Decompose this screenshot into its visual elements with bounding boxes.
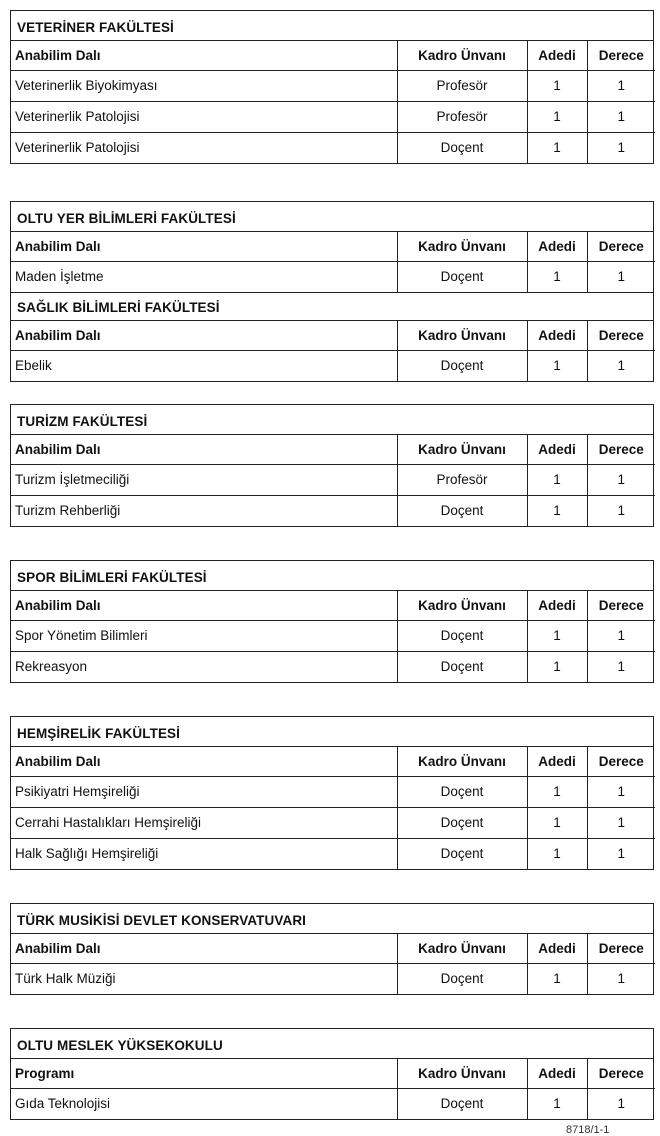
section-title: OLTU YER BİLİMLERİ FAKÜLTESİ — [11, 202, 653, 232]
staff-table — [11, 321, 655, 381]
staff-table — [11, 591, 655, 682]
table-row — [11, 350, 655, 381]
table-row — [11, 464, 655, 495]
cell-degree: 1 — [587, 651, 655, 682]
table-row — [11, 776, 655, 807]
header-degree: Derece — [587, 591, 655, 620]
table-row — [11, 495, 655, 526]
cell-degree: 1 — [587, 1088, 655, 1119]
cell-count: 1 — [527, 776, 587, 807]
header-degree: Derece — [587, 41, 655, 70]
section-title: SAĞLIK BİLİMLERİ FAKÜLTESİ — [11, 291, 653, 321]
table-header-row — [11, 321, 655, 350]
cell-title: Doçent — [397, 132, 527, 163]
cell-department: Veterinerlik Patolojisi — [11, 101, 397, 132]
cell-title: Doçent — [397, 651, 527, 682]
header-department: Anabilim Dalı — [11, 41, 397, 70]
cell-department: Maden İşletme — [11, 261, 397, 292]
cell-degree: 1 — [587, 776, 655, 807]
table-row — [11, 70, 655, 101]
header-department: Anabilim Dalı — [11, 747, 397, 776]
cell-count: 1 — [527, 838, 587, 869]
cell-department: Turizm İşletmeciliği — [11, 464, 397, 495]
cell-count: 1 — [527, 101, 587, 132]
cell-degree: 1 — [587, 261, 655, 292]
cell-count: 1 — [527, 70, 587, 101]
table-header-row — [11, 591, 655, 620]
section-saglik-bilimleri — [10, 291, 654, 382]
cell-title: Doçent — [397, 261, 527, 292]
staff-table — [11, 934, 655, 994]
section-turk-musikisi — [10, 903, 654, 995]
header-title: Kadro Ünvanı — [397, 747, 527, 776]
cell-degree: 1 — [587, 464, 655, 495]
header-count: Adedi — [527, 321, 587, 350]
cell-title: Profesör — [397, 70, 527, 101]
header-count: Adedi — [527, 41, 587, 70]
cell-department: Spor Yönetim Bilimleri — [11, 620, 397, 651]
section-veteriner — [10, 10, 654, 164]
section-title: TURİZM FAKÜLTESİ — [11, 405, 653, 435]
header-title: Kadro Ünvanı — [397, 934, 527, 963]
header-degree: Derece — [587, 232, 655, 261]
table-header-row — [11, 934, 655, 963]
header-degree: Derece — [587, 747, 655, 776]
cell-count: 1 — [527, 261, 587, 292]
header-count: Adedi — [527, 1059, 587, 1088]
header-degree: Derece — [587, 1059, 655, 1088]
header-program: Programı — [11, 1059, 397, 1088]
cell-count: 1 — [527, 495, 587, 526]
cell-count: 1 — [527, 464, 587, 495]
cell-degree: 1 — [587, 838, 655, 869]
cell-program: Gıda Teknolojisi — [11, 1088, 397, 1119]
header-count: Adedi — [527, 934, 587, 963]
staff-table — [11, 1059, 655, 1119]
header-department: Anabilim Dalı — [11, 934, 397, 963]
section-title: TÜRK MUSİKİSİ DEVLET KONSERVATUVARI — [11, 904, 653, 934]
table-row — [11, 261, 655, 292]
table-row — [11, 1088, 655, 1119]
staff-table — [11, 747, 655, 869]
cell-count: 1 — [527, 651, 587, 682]
cell-title: Doçent — [397, 1088, 527, 1119]
cell-title: Doçent — [397, 350, 527, 381]
document-reference-number: 8718/1-1 — [566, 1124, 610, 1136]
section-title: VETERİNER FAKÜLTESİ — [11, 11, 653, 41]
staff-table — [11, 435, 655, 526]
table-row — [11, 963, 655, 994]
cell-title: Doçent — [397, 963, 527, 994]
section-oltu-meslek-yuksekokulu — [10, 1028, 654, 1120]
table-header-row — [11, 41, 655, 70]
cell-degree: 1 — [587, 495, 655, 526]
cell-title: Profesör — [397, 464, 527, 495]
cell-department: Halk Sağlığı Hemşireliği — [11, 838, 397, 869]
header-title: Kadro Ünvanı — [397, 1059, 527, 1088]
table-row — [11, 651, 655, 682]
header-degree: Derece — [587, 321, 655, 350]
cell-degree: 1 — [587, 101, 655, 132]
section-title: SPOR BİLİMLERİ FAKÜLTESİ — [11, 561, 653, 591]
header-department: Anabilim Dalı — [11, 321, 397, 350]
table-row — [11, 807, 655, 838]
cell-title: Doçent — [397, 807, 527, 838]
header-degree: Derece — [587, 435, 655, 464]
table-row — [11, 101, 655, 132]
cell-title: Profesör — [397, 101, 527, 132]
cell-count: 1 — [527, 807, 587, 838]
cell-degree: 1 — [587, 70, 655, 101]
cell-department: Turizm Rehberliği — [11, 495, 397, 526]
cell-count: 1 — [527, 1088, 587, 1119]
header-degree: Derece — [587, 934, 655, 963]
cell-degree: 1 — [587, 963, 655, 994]
header-title: Kadro Ünvanı — [397, 41, 527, 70]
table-row — [11, 132, 655, 163]
cell-department: Veterinerlik Patolojisi — [11, 132, 397, 163]
section-title: HEMŞİRELİK FAKÜLTESİ — [11, 717, 653, 747]
header-count: Adedi — [527, 747, 587, 776]
table-header-row — [11, 1059, 655, 1088]
header-count: Adedi — [527, 232, 587, 261]
header-title: Kadro Ünvanı — [397, 435, 527, 464]
cell-count: 1 — [527, 620, 587, 651]
cell-title: Doçent — [397, 495, 527, 526]
table-header-row — [11, 435, 655, 464]
cell-department: Psikiyatri Hemşireliği — [11, 776, 397, 807]
staff-table — [11, 232, 655, 292]
section-title: OLTU MESLEK YÜKSEKOKULU — [11, 1029, 653, 1059]
cell-degree: 1 — [587, 807, 655, 838]
cell-degree: 1 — [587, 350, 655, 381]
section-oltu-yer-bilimleri — [10, 201, 654, 293]
cell-count: 1 — [527, 350, 587, 381]
cell-title: Doçent — [397, 838, 527, 869]
cell-department: Ebelik — [11, 350, 397, 381]
cell-title: Doçent — [397, 776, 527, 807]
header-title: Kadro Ünvanı — [397, 591, 527, 620]
header-department: Anabilim Dalı — [11, 435, 397, 464]
cell-department: Veterinerlik Biyokimyası — [11, 70, 397, 101]
table-header-row — [11, 747, 655, 776]
table-row — [11, 838, 655, 869]
cell-department: Türk Halk Müziği — [11, 963, 397, 994]
header-count: Adedi — [527, 435, 587, 464]
cell-degree: 1 — [587, 132, 655, 163]
cell-degree: 1 — [587, 620, 655, 651]
section-hemsirelik — [10, 716, 654, 870]
table-header-row — [11, 232, 655, 261]
staff-table — [11, 41, 655, 163]
cell-title: Doçent — [397, 620, 527, 651]
cell-department: Rekreasyon — [11, 651, 397, 682]
header-title: Kadro Ünvanı — [397, 321, 527, 350]
header-count: Adedi — [527, 591, 587, 620]
cell-count: 1 — [527, 132, 587, 163]
section-spor-bilimleri — [10, 560, 654, 683]
header-department: Anabilim Dalı — [11, 591, 397, 620]
cell-count: 1 — [527, 963, 587, 994]
header-title: Kadro Ünvanı — [397, 232, 527, 261]
cell-department: Cerrahi Hastalıkları Hemşireliği — [11, 807, 397, 838]
header-department: Anabilim Dalı — [11, 232, 397, 261]
table-row — [11, 620, 655, 651]
section-turizm — [10, 404, 654, 527]
